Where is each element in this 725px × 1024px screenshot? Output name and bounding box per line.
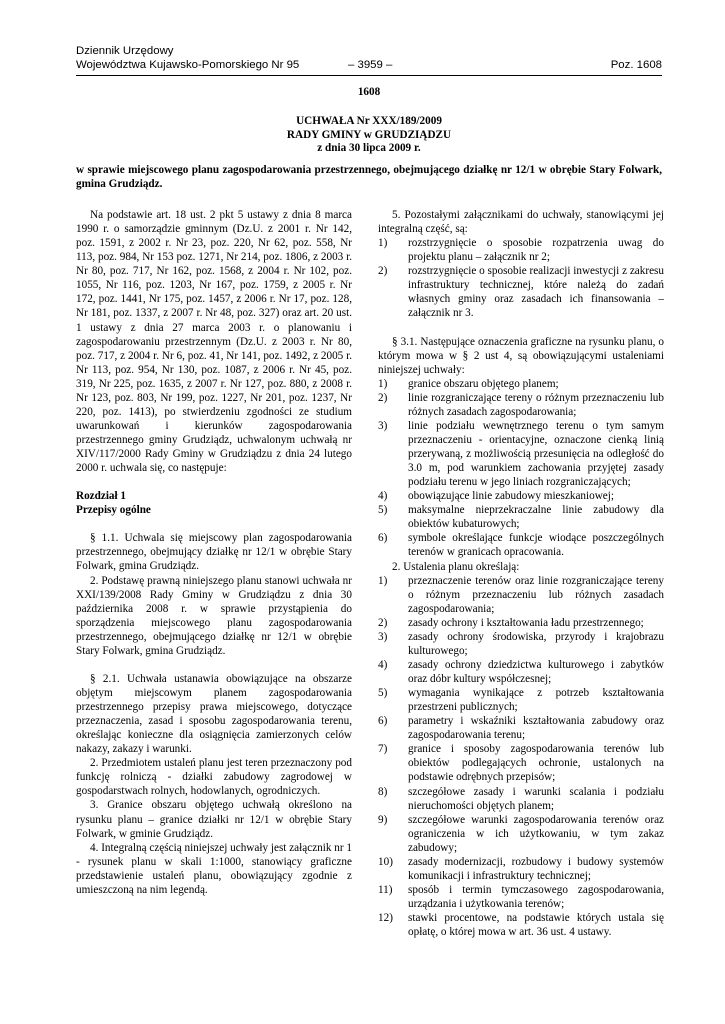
running-header bbox=[76, 58, 662, 76]
list-item: 6) symbole określające funkcje wiodące poszczególnych terenów w granicach opracowania. bbox=[378, 532, 664, 559]
list-item: 2) linie rozgraniczające tereny o różnym przeznaczeniu lub różnych zasadach zagospodarowania; bbox=[378, 391, 664, 418]
list-item: 8) szczegółowe zasady i warunki scalania i podziału nieruchomości objętych planem; bbox=[378, 785, 664, 812]
list-item: 3) linie podziału wewnętrznego terenu o tym samym przeznaczeniu - orientacyjne, oznaczone cienką linią przerywaną, z możliwością przesunięcia na odległość do 3.0 m, pod warunkiem zachowania przyjętej zasady podziału terenu w jego liniach rozgraniczających; bbox=[378, 419, 664, 489]
paragraph-2-5: 5. Pozostałymi załącznikami do uchwały, stanowiącymi jej integralną część, są: bbox=[378, 209, 664, 236]
list-item: 1) rozstrzygnięcie o sposobie rozpatrzenia uwag do projektu planu – załącznik nr 2; bbox=[378, 237, 664, 264]
left-column bbox=[76, 208, 352, 897]
markings-list bbox=[378, 377, 664, 560]
paragraph-1-1: § 1.1. Uchwala się miejscowy plan zagospodarowania przestrzennego, obejmujący działkę nr 12/1 w obrębie Stary Folwark, gmina Grudziądz. bbox=[76, 532, 352, 573]
resolution-title bbox=[76, 115, 662, 156]
list-item: 1) granice obszaru objętego planem; bbox=[378, 377, 559, 390]
paragraph-2-4: 4. Integralną częścią niniejszej uchwały jest załącznik nr 1 - rysunek planu w skali 1:1000, stanowiący graficzne przedstawienie ustaleń planu, obowiązujący zgodnie z umieszczoną na nim legendą. bbox=[76, 841, 352, 896]
list-item: 12) stawki procentowe, na podstawie których ustala się opłatę, o której mowa w art. 36 ust. 4 ustawy. bbox=[378, 912, 664, 939]
paragraph-2-1: § 2.1. Uchwała ustanawia obowiązujące na obszarze objętym miejscowym planem zagospodarowania przestrzennego przepisy prawa miejscowego, dotyczące przeznaczenia, zasad i sposobu zagospodarowania terenu, określając konieczne dla osiągnięcia zamierzonych celów nakazy, zakazy i warunki. bbox=[76, 672, 352, 756]
voivodeship-label: Województwa Kujawsko-Pomorskiego Nr 95 bbox=[76, 59, 300, 71]
list-item: 9) szczegółowe warunki zagospodarowania terenów oraz ograniczenia w ich użytkowaniu, w tym zakaz zabudowy; bbox=[378, 813, 664, 854]
page-number: – 3959 – bbox=[348, 59, 393, 71]
list-item: 4) zasady ochrony dziedzictwa kulturowego i zabytków oraz dóbr kultury współczesnej; bbox=[378, 658, 664, 685]
list-item: 10) zasady modernizacji, rozbudowy i budowy systemów komunikacji i infrastruktury technicznej; bbox=[378, 855, 664, 882]
paragraph-3-2: 2. Ustalenia planu określają: bbox=[392, 560, 520, 573]
list-item: 4) obowiązujące linie zabudowy mieszkaniowej; bbox=[378, 490, 614, 503]
position-number: Poz. 1608 bbox=[610, 59, 662, 71]
paragraph-2-3: 3. Granice obszaru objętego uchwałą określono na rysunku planu – granice działki nr 12/1 w obrębie Stary Folwark, w gminie Grudziądz. bbox=[76, 799, 352, 840]
list-item: 2) rozstrzygnięcie o sposobie realizacji inwestycji z zakresu infrastruktury technicznej, które należą do zadań własnych gminy oraz zasadach ich finansowania – załącznik nr 3. bbox=[378, 265, 664, 320]
resolution-title-line2: RADY GMINY w GRUDZIĄDZU bbox=[286, 128, 452, 141]
right-column bbox=[378, 208, 664, 939]
provisions-list bbox=[378, 574, 664, 940]
list-item: 1) przeznaczenie terenów oraz linie rozgraniczające tereny o różnym przeznaczeniu lub różnych zasadach zagospodarowania; bbox=[378, 574, 664, 615]
list-item: 5) wymagania wynikające z potrzeb kształtowania przestrzeni publicznych; bbox=[378, 687, 664, 714]
document-number: 1608 bbox=[357, 86, 381, 98]
chapter-title: Przepisy ogólne bbox=[76, 504, 151, 517]
paragraph-1-2: 2. Podstawę prawną niniejszego planu stanowi uchwała nr XXI/139/2008 Rady Gminy w Grudziądzu z dnia 30 października 2008 r. w sprawie przystąpienia do sporządzenia miejscowego planu zagospodarowania przestrzennego, obejmującego działkę nr 12/1 w obrębie Stary Folwark, gmina Grudziądz. bbox=[76, 574, 352, 657]
resolution-date: z dnia 30 lipca 2009 r. bbox=[317, 142, 421, 155]
list-item: 11) sposób i termin tymczasowego zagospodarowania, urządzania i użytkowania terenów; bbox=[378, 883, 664, 910]
paragraph-3-1: § 3.1. Następujące oznaczenia graficzne na rysunku planu, o którym mowa w § 2 ust 4, są obowiązującymi ustaleniami niniejszej uchwały: bbox=[378, 335, 664, 376]
attachments-list bbox=[378, 236, 664, 320]
resolution-title-line1: UCHWAŁA Nr XXX/189/2009 bbox=[296, 115, 442, 127]
chapter-heading: Rozdział 1 bbox=[76, 490, 127, 503]
list-item: 6) parametry i wskaźniki kształtowania zabudowy oraz zagospodarowania terenu; bbox=[378, 715, 664, 742]
list-item: 5) maksymalne nieprzekraczalne linie zabudowy dla obiektów kubaturowych; bbox=[378, 504, 664, 531]
resolution-subject: w sprawie miejscowego planu zagospodarowania przestrzennego, obejmującego działkę nr 12/1 w obrębie Stary Folwark, gmina Grudziądz. bbox=[76, 164, 662, 190]
journal-title: Dziennik Urzędowy bbox=[76, 45, 174, 57]
list-item: 2) zasady ochrony i kształtowania ładu przestrzennego; bbox=[378, 616, 644, 629]
preamble: Na podstawie art. 18 ust. 2 pkt 5 ustawy z dnia 8 marca 1990 r. o samorządzie gminnym (Dz.U. z 2001 r. Nr 142, poz. 1591, z 2002 r. Nr 23, poz. 220, Nr 62, poz. 558, Nr 113, poz. 984, Nr 153 poz. 1271, Nr 214, poz. 1806, z 2003 r. Nr 80, poz. 717, Nr 162, poz. 1568, z 2004 r. Nr 102, poz. 1055, Nr 116, poz. 1203, Nr 167, poz. 1759, z 2005 r. Nr 172, poz. 1441, Nr 175, poz. 1457, z 2006 r. Nr 17, poz. 128, Nr 181, poz. 1337, z 2007 r. Nr 48, poz. 327) oraz art. 20 ust. 1 ustawy z dnia 27 marca 2003 r. o planowaniu i zagospodarowaniu przestrzennym (Dz.U. z 2003 r. Nr 80, poz. 717, z 2004 r. Nr 6, poz. 41, Nr 141, poz. 1492, z 2005 r. Nr 113, poz. 954, Nr 130, poz. 1087, z 2006 r. Nr 45, poz. 319, Nr 225, poz. 1635, z 2007 r. Nr 127, poz. 880, z 2008 r. Nr 123, poz. 803, Nr 199, poz. 1227, Nr 201, poz. 1237, Nr 220, poz. 1413), po stwierdzeniu zgodności ze studium uwarunkowań i kierunków zagospodarowania przestrzennego gminy Grudziądz, uchwalonym uchwałą nr XIV/117/2000 Rady Gminy w Grudziądzu z dnia 24 lutego 2000 r. uchwala się, co następuje: bbox=[76, 209, 352, 475]
paragraph-2-2: 2. Przedmiotem ustaleń planu jest teren przeznaczony pod funkcję rolniczą - działki zabudowy zagrodowej w gospodarstwach rolnych, hodowlanych, ogrodniczych. bbox=[76, 757, 352, 798]
list-item: 3) zasady ochrony środowiska, przyrody i krajobrazu kulturowego; bbox=[378, 630, 664, 657]
list-item: 7) granice i sposoby zagospodarowania terenów lub obiektów podlegających ochronie, ustalonych na podstawie odrębnych przepisów; bbox=[378, 743, 664, 784]
